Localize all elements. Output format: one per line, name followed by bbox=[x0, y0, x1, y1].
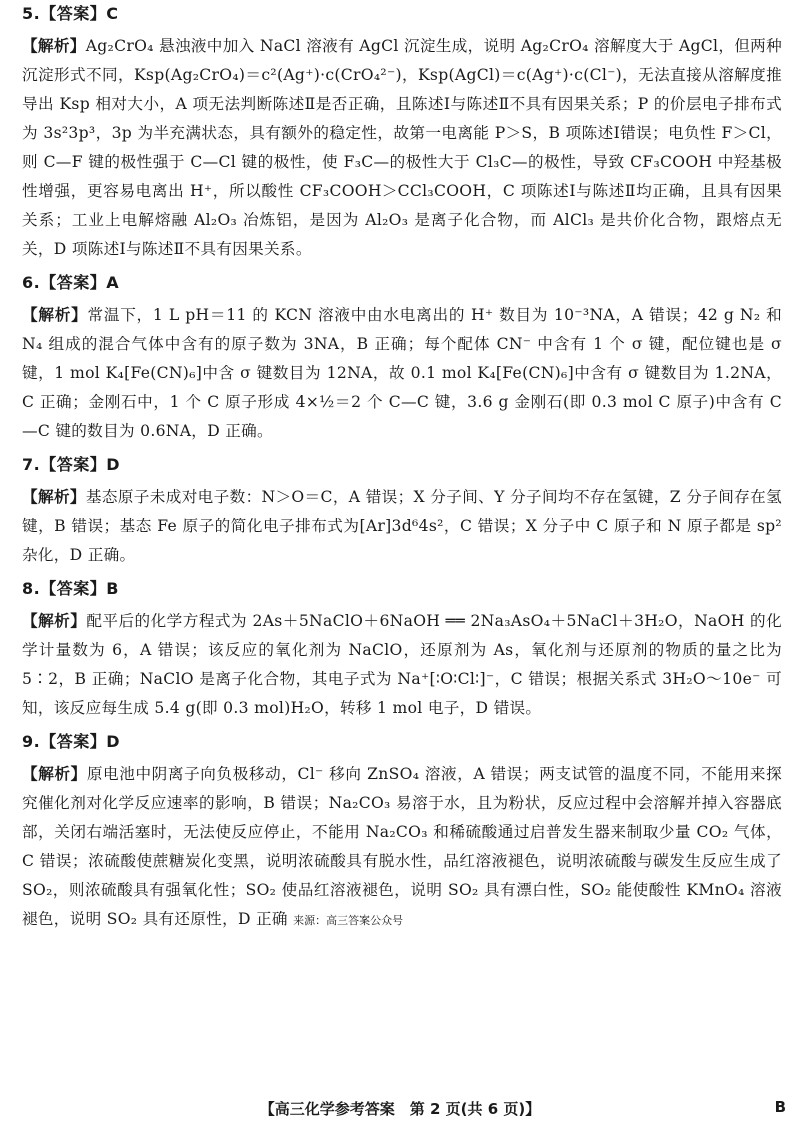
explanation-tag: 【解析】 bbox=[22, 488, 86, 506]
explanation-tag: 【解析】 bbox=[22, 765, 87, 783]
answer-heading: 7.【答案】D bbox=[22, 455, 120, 474]
page-footer bbox=[0, 1096, 800, 1120]
source-note: 来源：高三答案公众号 bbox=[293, 914, 404, 927]
question-7 bbox=[22, 453, 782, 570]
explanation bbox=[22, 32, 782, 264]
question-9 bbox=[22, 730, 782, 935]
explanation-tag: 【解析】 bbox=[22, 306, 88, 324]
explanation-text: 基态原子未成对电子数：N＞O＝C，A 错误；X 分子间、Y 分子间均不存在氢键，Z 分子间存在氢键，B 错误；基态 Fe 原子的简化电子排布式为[Ar]3d⁶4s²，C 错误；X 分子中 C 原子和 N 原子都是 sp² 杂化，D 正确。 bbox=[22, 488, 782, 564]
explanation-tag: 【解析】 bbox=[22, 612, 87, 630]
explanation-tag: 【解析】 bbox=[22, 37, 86, 55]
explanation bbox=[22, 607, 782, 723]
explanation bbox=[22, 301, 782, 446]
question-5 bbox=[22, 2, 782, 264]
explanation bbox=[22, 760, 782, 935]
answer-heading: 6.【答案】A bbox=[22, 273, 120, 292]
question-8 bbox=[22, 577, 782, 723]
answer-heading: 5.【答案】C bbox=[22, 4, 119, 23]
explanation-text: 原电池中阴离子向负极移动，Cl⁻ 移向 ZnSO₄ 溶液，A 错误；两支试管的温度不同，不能用来探究催化剂对化学反应速率的影响，B 错误；Na₂CO₃ 易溶于水，且为粉状，反应过程中会溶解并掉入容器底部，关闭右端活塞时，无法使反应停止，不能用 Na₂CO₃ 和稀硫酸通过启普发生器来制取少量 CO₂ 气体，C 错误；浓硫酸使蔗糖炭化变黑，说明浓硫酸具有脱水性，品红溶液褪色，说明浓硫酸与碳发生反应生成了 SO₂，则浓硫酸具有强氧化性；SO₂ 使品红溶液褪色，说明 SO₂ 具有漂白性，SO₂ 能使酸性 KMnO₄ 溶液褪色，说明 SO₂ 具有还原性，D 正确 bbox=[22, 765, 782, 928]
question-6 bbox=[22, 271, 782, 446]
footer-version: B bbox=[774, 1098, 786, 1116]
explanation-text: Ag₂CrO₄ 悬浊液中加入 NaCl 溶液有 AgCl 沉淀生成，说明 Ag₂CrO₄ 溶解度大于 AgCl，但两种沉淀形式不同，Ksp(Ag₂CrO₄)＝c²(Ag⁺)·c(CrO₄²⁻)，Ksp(AgCl)＝c(Ag⁺)·c(Cl⁻)，无法直接从溶解度推导出 Ksp 相对大小，A 项无法判断陈述Ⅱ是否正确，且陈述Ⅰ与陈述Ⅱ不具有因果关系；P 的价层电子排布式为 3s²3p³，3p 为半充满状态，具有额外的稳定性，故第一电离能 P＞S，B 项陈述Ⅰ错误；电负性 F＞Cl，则 C—F 键的极性强于 C—Cl 键的极性，使 F₃C—的极性大于 Cl₃C—的极性，导致 CF₃COOH 中羟基极性增强，更容易电离出 H⁺，所以酸性 CF₃COOH＞CCl₃COOH，C 项陈述Ⅰ与陈述Ⅱ均正确，且具有因果关系；工业上电解熔融 Al₂O₃ 冶炼铝，是因为 Al₂O₃ 是离子化合物，而 AlCl₃ 是共价化合物，跟熔点无关，D 项陈述Ⅰ与陈述Ⅱ不具有因果关系。 bbox=[22, 37, 783, 258]
answer-heading: 8.【答案】B bbox=[22, 579, 119, 598]
explanation-text: 配平后的化学方程式为 2As＋5NaClO＋6NaOH ══ 2Na₃AsO₄＋5NaCl＋3H₂O，NaOH 的化学计量数为 6，A 错误；该反应的氧化剂为 NaClO，还原剂为 As，氧化剂与还原剂的物质的量之比为 5∶2，B 正确；NaClO 是离子化合物，其电子式为 Na⁺[∶O∶Cl∶]⁻，C 错误；根据关系式 3H₂O～10e⁻ 可知，该反应每生成 5.4 g(即 0.3 mol)H₂O，转移 1 mol 电子，D 错误。 bbox=[22, 612, 783, 717]
explanation-text: 常温下，1 L pH＝11 的 KCN 溶液中由水电离出的 H⁺ 数目为 10⁻³NA，A 错误；42 g N₂ 和 N₄ 组成的混合气体中含有的原子数为 3NA，B 正确；每个配体 CN⁻ 中含有 1 个 σ 键，配位键也是 σ 键，1 mol K₄[Fe(CN)₆]中含 σ 键数目为 12NA，故 0.1 mol K₄[Fe(CN)₆]中含有 σ 键数目为 1.2NA，C 正确；金刚石中，1 个 C 原子形成 4×½＝2 个 C—C 键，3.6 g 金刚石(即 0.3 mol C 原子)中含有 C—C 键的数目为 0.6NA，D 正确。 bbox=[22, 306, 783, 440]
answer-heading: 9.【答案】D bbox=[22, 732, 120, 751]
explanation bbox=[22, 483, 782, 570]
footer-page-info: 【高三化学参考答案 第 2 页(共 6 页)】 bbox=[259, 1100, 541, 1118]
